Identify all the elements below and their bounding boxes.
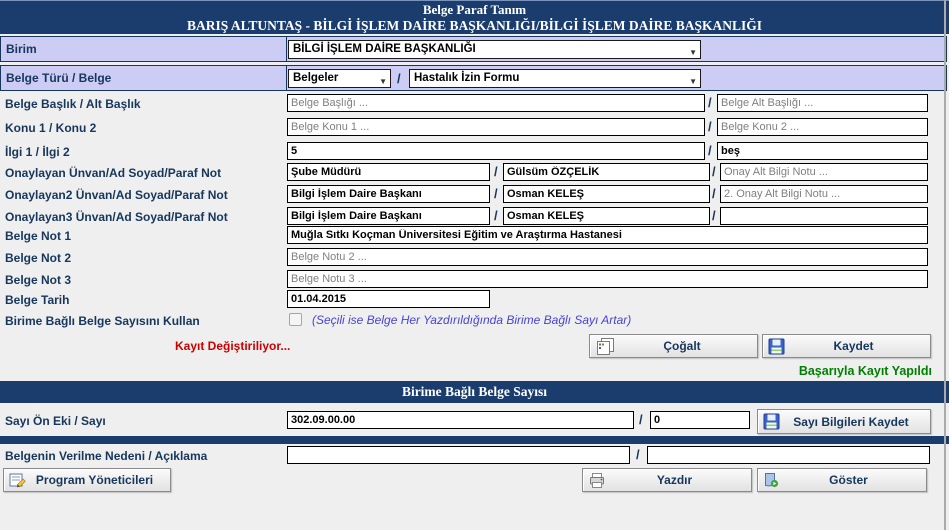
baslik-label: Belge Başlık / Alt Başlık	[5, 97, 141, 111]
separator-slash: /	[397, 71, 401, 86]
copy-icon	[595, 337, 615, 355]
birim-select-value: BİLGİ İŞLEM DAİRE BAŞKANLIĞI	[293, 43, 476, 55]
separator-slash: /	[494, 186, 498, 201]
column-divider	[286, 37, 287, 61]
ilgi-label: İlgi 1 / İlgi 2	[5, 145, 70, 159]
program-yoneticileri-label: Program Yöneticileri	[35, 473, 154, 487]
belge-not1-label: Belge Not 1	[5, 229, 72, 243]
belge-not3-input[interactable]	[287, 270, 928, 288]
separator-slash: /	[712, 186, 716, 201]
save-floppy-icon	[768, 338, 785, 355]
sayi-on-eki-label: Sayı Ön Eki / Sayı	[5, 414, 106, 428]
verilme-nedeni-input[interactable]	[287, 446, 630, 464]
birim-label: Birim	[6, 42, 37, 56]
onaylayan1-label: Onaylayan Ünvan/Ad Soyad/Paraf Not	[5, 166, 222, 180]
section2-title: Birime Bağlı Belge Sayısı	[401, 384, 548, 399]
show-document-icon	[763, 472, 779, 488]
page-right-border	[944, 0, 946, 530]
sayi-bilgileri-kaydet-button[interactable]	[757, 409, 931, 434]
yazdir-button-label: Yazdır	[656, 473, 693, 487]
verilme-nedeni-label: Belgenin Verilme Nedeni / Açıklama	[5, 449, 208, 463]
belge-not2-label: Belge Not 2	[5, 251, 72, 265]
birime-bagli-kullan-label: Birime Bağlı Belge Sayısını Kullan	[5, 314, 200, 328]
chevron-down-icon: ▼	[689, 48, 697, 57]
onaylayan3-parafnot-input[interactable]	[720, 207, 928, 225]
onaylayan1-parafnot-input[interactable]	[720, 163, 928, 181]
kaydet-button-label: Kaydet	[833, 339, 874, 353]
separator-slash: /	[636, 447, 640, 462]
separator-slash: /	[712, 164, 716, 179]
chevron-down-icon: ▼	[379, 77, 387, 86]
chevron-down-icon: ▼	[689, 77, 697, 86]
belge-not1-input[interactable]	[287, 226, 928, 244]
section2-title-bar	[0, 381, 949, 403]
separator-slash: /	[494, 208, 498, 223]
birim-row	[0, 36, 947, 62]
belge-turu-row	[0, 65, 947, 91]
separator-slash: /	[712, 208, 716, 223]
onaylayan3-unvan-input[interactable]	[287, 207, 490, 225]
save-success-text: Başarıyla Kayıt Yapıldı	[798, 364, 932, 378]
section-divider-bar	[0, 436, 949, 444]
onaylayan3-label: Onaylayan3 Ünvan/Ad Soyad/Paraf Not	[5, 210, 228, 224]
separator-slash: /	[639, 412, 643, 427]
alt-baslik-input[interactable]	[717, 94, 928, 112]
aciklama-input[interactable]	[647, 446, 930, 464]
goster-button[interactable]	[757, 468, 927, 492]
belge-not3-label: Belge Not 3	[5, 273, 72, 287]
editing-status-text: Kayıt Değiştiriliyor...	[175, 339, 291, 353]
onaylayan2-label: Onaylayan2 Ünvan/Ad Soyad/Paraf Not	[5, 188, 228, 202]
page-title-bar	[0, 0, 949, 34]
belge-baslik-input[interactable]	[287, 94, 705, 112]
edit-list-icon	[9, 472, 27, 488]
separator-slash: /	[494, 164, 498, 179]
onaylayan1-unvan-input[interactable]	[287, 163, 490, 181]
onaylayan3-adsoyad-input[interactable]	[503, 207, 710, 225]
konu2-input[interactable]	[717, 118, 928, 136]
belge-select-value: Hastalık İzin Formu	[414, 72, 520, 84]
onaylayan1-adsoyad-input[interactable]	[503, 163, 710, 181]
belge-tarih-label: Belge Tarih	[5, 293, 70, 307]
belge-turu-label: Belge Türü / Belge	[6, 71, 112, 85]
onaylayan2-parafnot-input[interactable]	[720, 185, 928, 203]
birim-select[interactable]	[288, 40, 701, 59]
checkbox-hint-text: (Seçili ise Belge Her Yazdırıldığında Birime Bağlı Sayı Artar)	[312, 313, 632, 327]
user-department-line: BARIŞ ALTUNTAŞ - BİLGİ İŞLEM DAİRE BAŞKANLIĞI/BİLGİ İŞLEM DAİRE BAŞKANLIĞI	[186, 18, 763, 33]
separator-slash: /	[708, 95, 712, 110]
belge-not2-input[interactable]	[287, 248, 928, 266]
separator-slash: /	[708, 119, 712, 134]
sayi-input[interactable]	[650, 411, 750, 429]
ilgi2-input[interactable]	[717, 142, 928, 160]
onaylayan2-unvan-input[interactable]	[287, 185, 490, 203]
belge-turu-select-value: Belgeler	[293, 72, 339, 84]
konu1-input[interactable]	[287, 118, 705, 136]
cogalt-button-label: Çoğalt	[663, 339, 701, 353]
belge-select[interactable]	[409, 69, 701, 88]
separator-slash: /	[708, 143, 712, 158]
birime-bagli-checkbox[interactable]	[289, 313, 302, 326]
column-divider	[286, 66, 287, 90]
ilgi1-input[interactable]	[287, 142, 705, 160]
cogalt-button[interactable]	[589, 334, 758, 358]
sayi-on-eki-input[interactable]	[287, 411, 634, 429]
printer-icon	[588, 472, 606, 489]
goster-button-label: Göster	[829, 473, 868, 487]
onaylayan2-adsoyad-input[interactable]	[503, 185, 710, 203]
belge-turu-select[interactable]	[288, 69, 391, 88]
sayi-bilgileri-kaydet-label: Sayı Bilgileri Kaydet	[793, 414, 909, 429]
page-title: Belge Paraf Tanım	[422, 2, 527, 17]
belge-tarih-input[interactable]	[287, 290, 490, 308]
save-floppy-icon	[763, 413, 780, 430]
yazdir-button[interactable]	[582, 468, 752, 492]
program-yoneticileri-button[interactable]	[3, 468, 171, 492]
kaydet-button[interactable]	[762, 334, 931, 358]
konu-label: Konu 1 / Konu 2	[5, 121, 97, 135]
